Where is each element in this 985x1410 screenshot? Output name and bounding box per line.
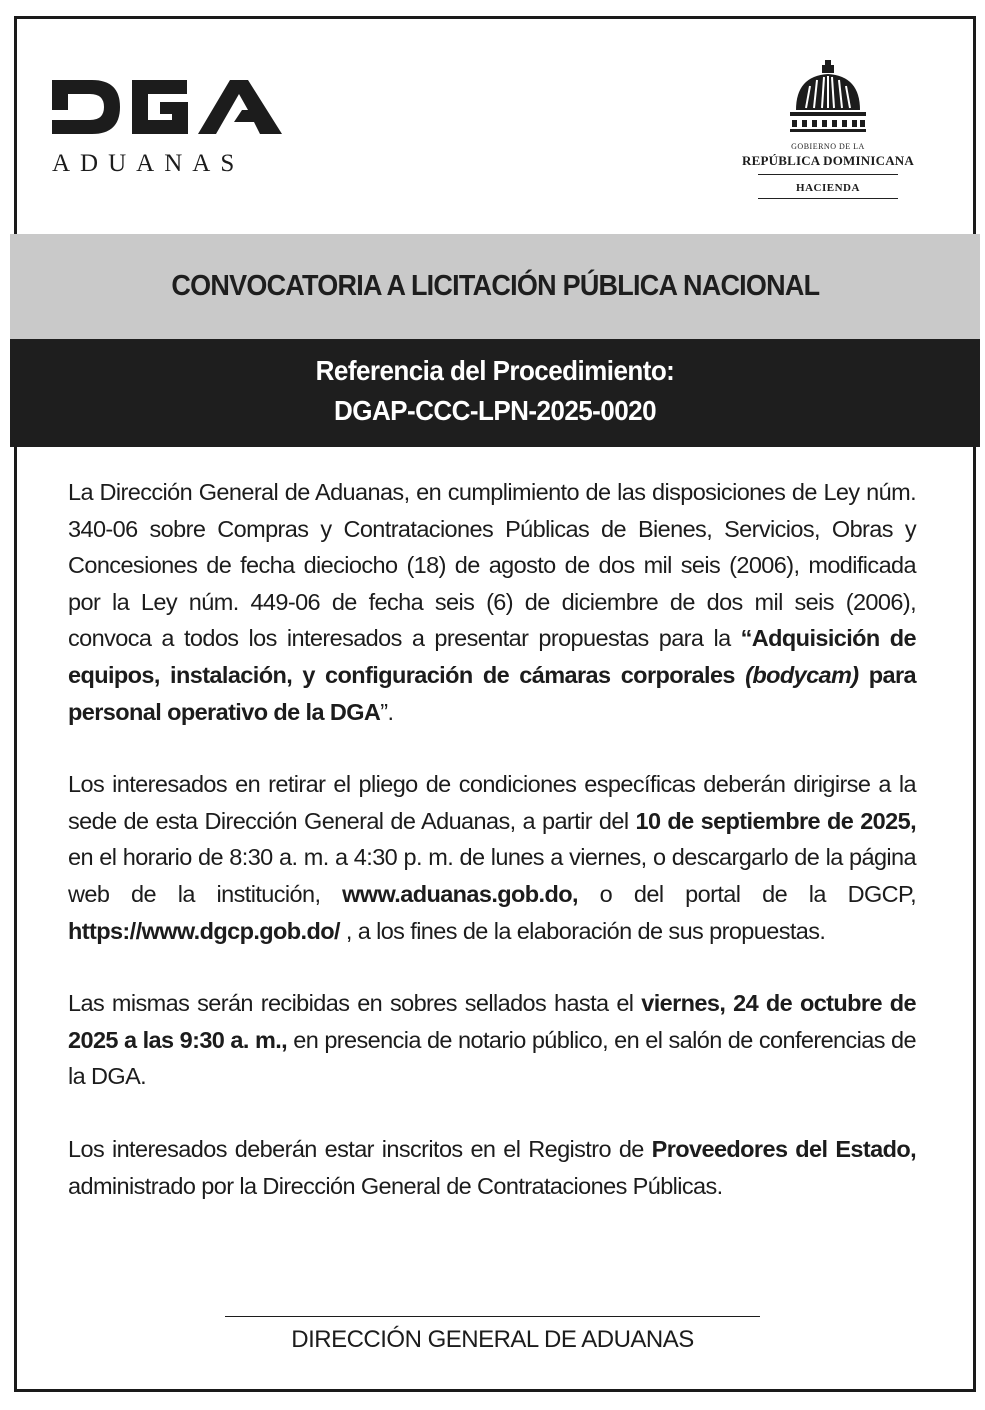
title-band — [10, 234, 980, 339]
notice-body — [68, 474, 916, 1240]
paragraph-2 — [68, 766, 916, 949]
p1-text: La Dirección General de Aduanas, en cumplimiento de las disposiciones de Ley núm. 340-06 sobre Compras y Contrataciones Públicas de Bienes, Servicios, Obras y Concesiones de fecha dieciocho (18) de agosto de dos mil seis (2006), modificada por la Ley núm. 449-06 de fecha seis (6) de diciembre de dos mil seis (2006), convoca a todos los interesados a presentar propuestas para la — [68, 479, 916, 652]
reference-code: DGAP-CCC-LPN-2025-0020 — [333, 395, 656, 426]
gov-divider — [758, 174, 898, 175]
gov-line-hacienda: HACIENDA — [796, 182, 860, 194]
p2-text-4: , a los fines de la elaboración de sus propuestas. — [339, 917, 826, 944]
p3-text: Las mismas serán recibidas en sobres sellados hasta el — [68, 990, 642, 1017]
p1-closing: ”. — [380, 698, 394, 725]
signature-line — [225, 1316, 760, 1317]
page-title: CONVOCATORIA A LICITACIÓN PÚBLICA NACIONAL — [171, 270, 819, 302]
p3-text-2: en presencia de notario público, en el salón de conferencias de la DGA. — [68, 1026, 916, 1090]
paragraph-4 — [68, 1131, 916, 1204]
p2-text: Los interesados en retirar el pliego de condiciones específicas deberán dirigirse a la sede de esta Dirección General de Aduanas, a partir del — [68, 771, 916, 834]
p4-text-2: administrado por la Dirección General de Contrataciones Públicas. — [68, 1172, 723, 1199]
dga-mark-icon — [52, 62, 282, 142]
p3-bold-deadline: viernes, 24 de octubre de 2025 a las 9:30 a. m., — [68, 990, 916, 1053]
p4-text: Los interesados deberán estar inscritos en el Registro de — [68, 1135, 652, 1162]
p1-italic-bodycam: (bodycam) — [745, 661, 859, 688]
signature-text: DIRECCIÓN GENERAL DE ADUANAS — [291, 1326, 694, 1353]
p1-bold-title-end: para personal operativo de la DGA — [68, 661, 916, 725]
p1-bold-title: “Adquisición de equipos, instalación, y configuración de cámaras corporales — [68, 625, 916, 688]
paragraph-3 — [68, 985, 916, 1095]
government-logo — [728, 58, 928, 218]
dga-subtitle: ADUANAS — [52, 150, 245, 177]
gov-divider-bottom — [758, 198, 898, 199]
dga-logo — [52, 62, 282, 187]
gov-line-republica: REPÚBLICA DOMINICANA — [742, 153, 914, 168]
capitol-dome-icon — [788, 58, 868, 136]
p4-bold-registry: Proveedores del Estado, — [651, 1135, 917, 1162]
reference-band — [10, 339, 980, 447]
gov-line-gobierno: GOBIERNO DE LA — [791, 142, 865, 151]
link-aduanas[interactable]: www.aduanas.gob.do, — [342, 880, 578, 907]
p2-bold-date: 10 de septiembre de 2025, — [635, 807, 917, 834]
p2-text-2: en el horario de 8:30 a. m. a 4:30 p. m. de lunes a viernes, o descargarlo de la página web de la institución, — [68, 844, 916, 907]
reference-label: Referencia del Procedimiento: — [315, 355, 675, 386]
p2-text-3: o del portal de la DGCP, — [577, 880, 916, 907]
link-dgcp[interactable]: https://www.dgcp.gob.do/ — [68, 917, 340, 944]
paragraph-1 — [68, 474, 916, 730]
